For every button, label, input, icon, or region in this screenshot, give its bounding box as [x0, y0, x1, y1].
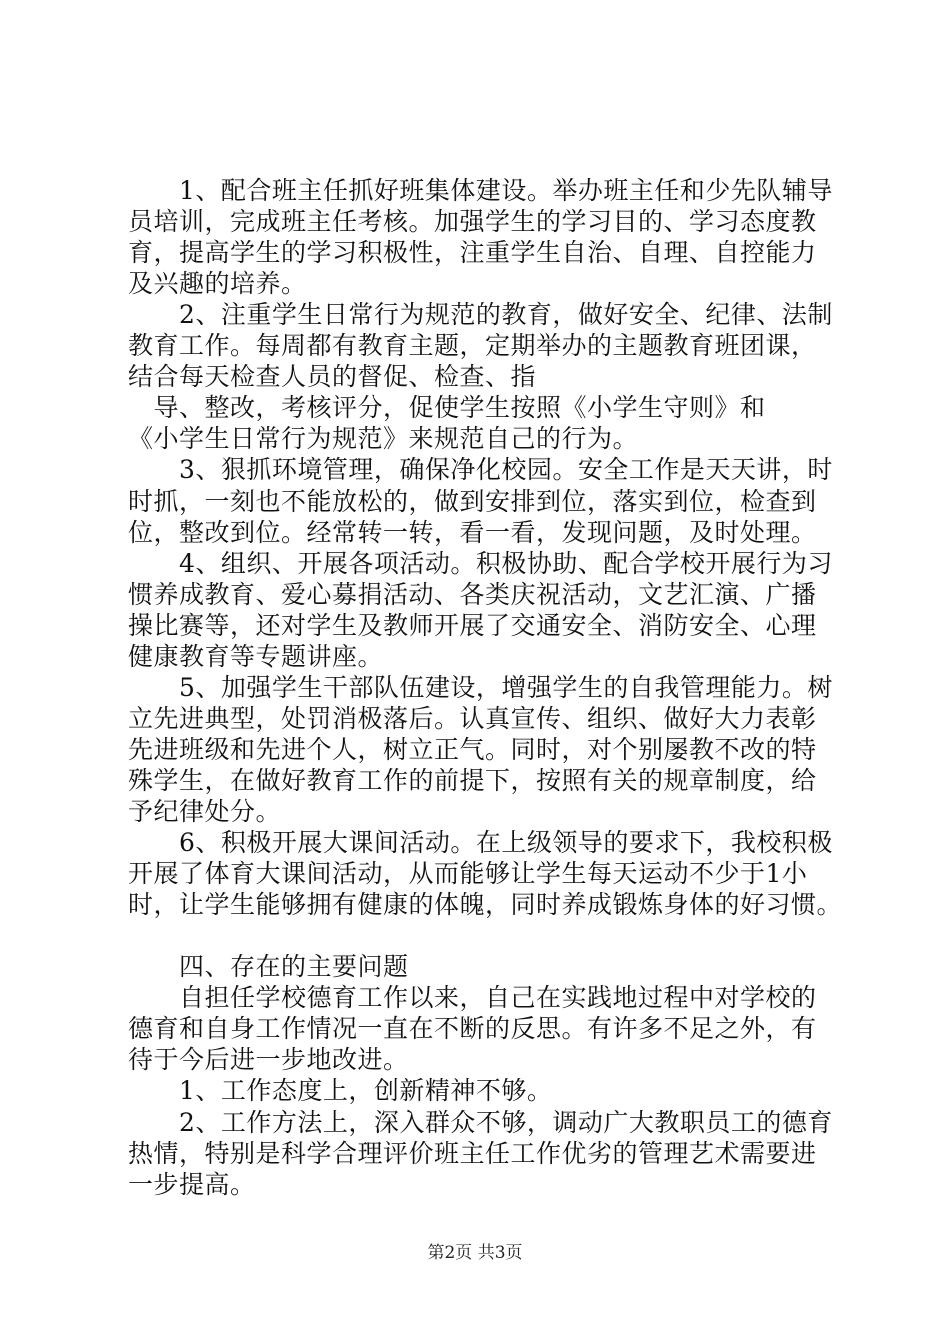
text-line: 惯养成教育、爱心募捐活动、各类庆祝活动，文艺汇演、广播: [128, 580, 817, 609]
text-line: 5、加强学生干部队伍建设，增强学生的自我管理能力。树: [128, 673, 833, 702]
text-line: 3、狠抓环境管理，确保净化校园。安全工作是天天讲，时: [128, 455, 833, 484]
text-line: 2、注重学生日常行为规范的教育，做好安全、纪律、法制: [128, 300, 833, 329]
text-line: 2、工作方法上，深入群众不够，调动广大教职员工的德育: [128, 1108, 833, 1137]
text-line: 结合每天检查人员的督促、检查、指: [128, 362, 537, 391]
text-line: 1、配合班主任抓好班集体建设。举办班主任和少先队辅导: [128, 176, 833, 205]
text-line: 1、工作态度上，创新精神不够。: [128, 1076, 553, 1105]
text-line: 热情，特别是科学合理评价班主任工作优劣的管理艺术需要进: [128, 1139, 817, 1168]
text-line: 自担任学校德育工作以来，自己在实践地过程中对学校的: [128, 983, 817, 1012]
text-line: 《小学生日常行为规范》来规范自己的行为。: [128, 424, 639, 453]
text-line: 一步提高。: [128, 1170, 256, 1199]
text-line: 育，提高学生的学习积极性，注重学生自治、自理、自控能力: [128, 238, 817, 267]
text-line: 操比赛等，还对学生及教师开展了交通安全、消防安全、心理: [128, 611, 817, 640]
text-line: 及兴趣的培养。: [128, 269, 307, 298]
text-line: 予纪律处分。: [128, 797, 282, 826]
text-line: 待于今后进一步地改进。: [128, 1045, 409, 1074]
text-line: 开展了体育大课间活动，从而能够让学生每天运动不少于1小: [128, 859, 808, 888]
text-line: 立先进典型，处罚消极落后。认真宣传、组织、做好大力表彰: [128, 704, 817, 733]
text-line: 时，让学生能够拥有健康的体魄，同时养成锻炼身体的好习惯。: [128, 890, 843, 919]
text-line: 4、组织、开展各项活动。积极协助、配合学校开展行为习: [128, 549, 833, 578]
text-line: 6、积极开展大课间活动。在上级领导的要求下，我校积极: [128, 828, 833, 857]
text-line: 德育和自身工作情况一直在不断的反思。有许多不足之外，有: [128, 1014, 817, 1043]
text-line: 先进班级和先进个人，树立正气。同时，对个别屡教不改的特: [128, 735, 817, 764]
text-line: 导、整改，考核评分，促使学生按照《小学生守则》和: [128, 393, 766, 422]
text-line: 教育工作。每周都有教育主题，定期举办的主题教育班团课，: [128, 331, 817, 360]
section-heading: 四、存在的主要问题: [128, 952, 409, 981]
text-line: 殊学生，在做好教育工作的前提下，按照有关的规章制度，给: [128, 766, 817, 795]
text-line: 位，整改到位。经常转一转，看一看，发现问题，及时处理。: [128, 518, 817, 547]
page-number: 第2页 共3页: [427, 1243, 523, 1263]
text-line: 时抓，一刻也不能放松的，做到安排到位，落实到位，检查到: [128, 487, 817, 516]
text-line: 健康教育等专题讲座。: [128, 642, 384, 671]
text-line: 员培训，完成班主任考核。加强学生的学习目的、学习态度教: [128, 207, 817, 236]
